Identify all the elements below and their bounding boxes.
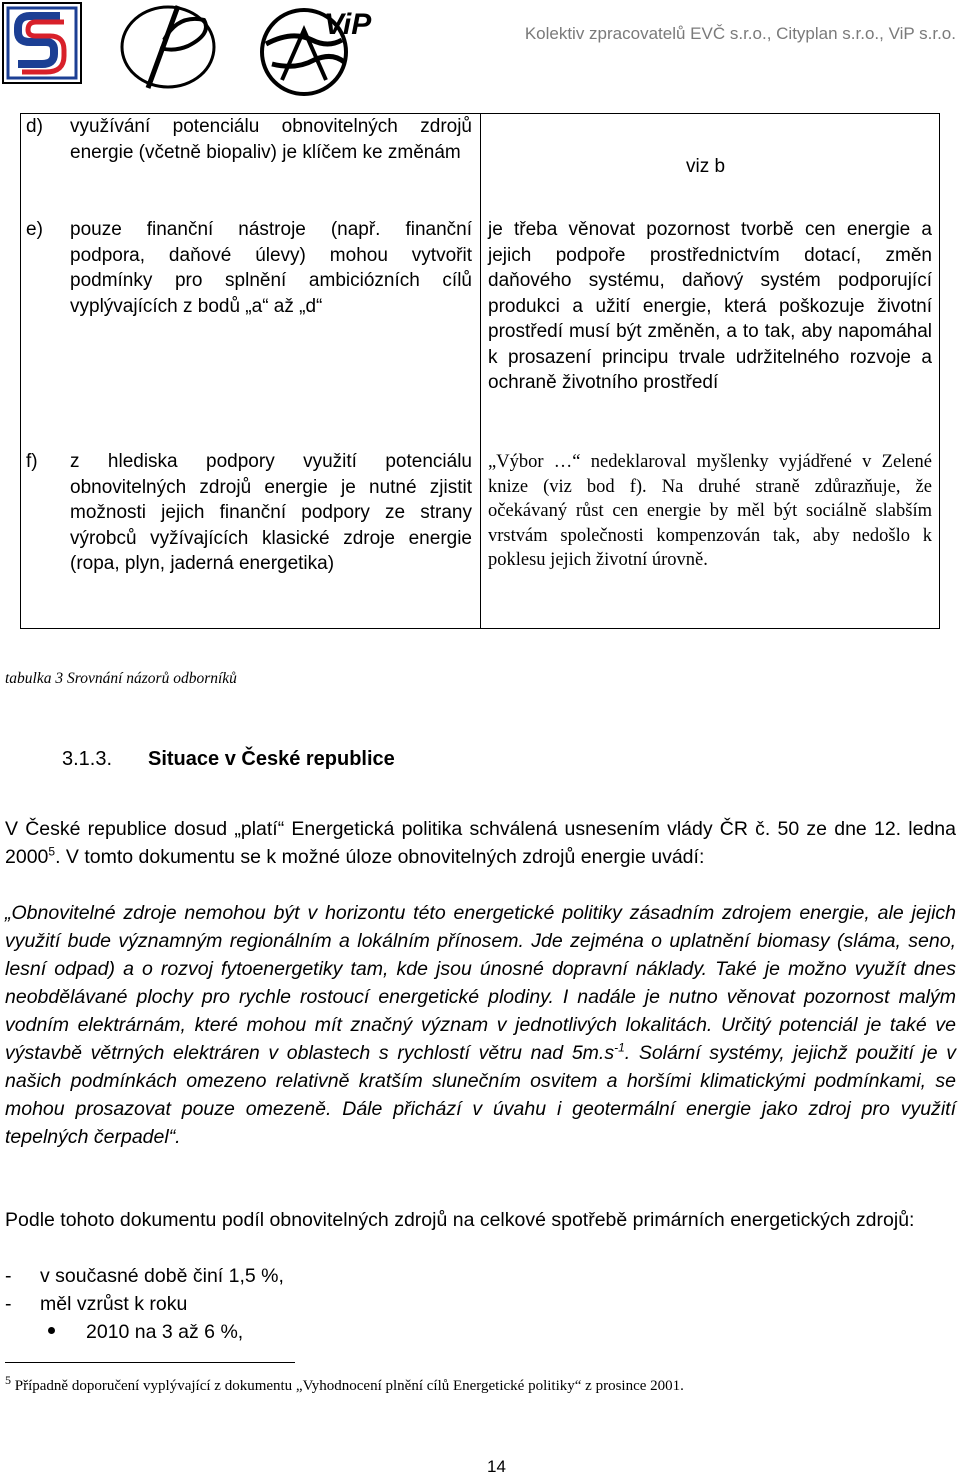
table-row-e-left — [26, 217, 472, 319]
row-d-text: využívání potenciálu obnovitelných zdrojů energie (včetně biopaliv) je klíčem ke změnám — [70, 116, 472, 163]
list-item-text: měl vzrůst k roku — [40, 1293, 188, 1315]
list-marker: - — [5, 1293, 12, 1315]
table-caption: tabulka 3 Srovnání názorů odborníků — [5, 670, 237, 687]
header-credit: Kolektiv zpracovatelů EVČ s.r.o., Cityplan s.r.o., ViP s.r.o. — [524, 24, 956, 43]
table-row-f-right: „Výbor …“ nedeklaroval myšlenky vyjádřené v Zelené knize (viz bod f). Na druhé straně zdůrazňuje, že očekávaný růst cen energie by měl být sociálně slabším vrstvám společnosti kompenzován tak, aby nedošlo k poklesu jejich životní úrovně. — [488, 452, 932, 570]
bullet-icon — [48, 1327, 55, 1334]
table-row-e-right: je třeba věnovat pozornost tvorbě cen energie a jejich podpoře prostřednictvím dotací, změn daňového systému, daňový systém podporující produkci a užití energie, která poškozuje životní prostředí musí být změněn, a to tak, aby napomáhal k prosazení principu trvale udržitelného rozvoje a ochraně životního prostředí — [488, 219, 932, 393]
row-label-d: d) — [26, 116, 43, 137]
section-title: Situace v České republice — [148, 748, 395, 770]
cityplan-logo-icon — [108, 0, 228, 94]
footnote-text: Případně doporučení vyplývající z dokumentu „Vyhodnocení plnění cílů Energetické politiky“ z prosince 2001. — [14, 1378, 684, 1394]
vip-logo-icon — [252, 0, 380, 96]
table-column-divider — [480, 113, 481, 629]
row-label-f: f) — [26, 451, 38, 472]
footnote — [5, 1373, 684, 1395]
bullet-item: 2010 na 3 až 6 %, — [86, 1321, 244, 1343]
quote-paragraph — [5, 899, 956, 1151]
intro-paragraph — [5, 815, 956, 871]
list-item — [5, 1290, 605, 1318]
footnote-number: 5 — [5, 1373, 11, 1387]
quote-superscript: -1 — [614, 1040, 625, 1055]
row-f-text: z hlediska podpory využití potenciálu obnovitelných zdrojů energie je nutné zjistit možnosti jejich finanční podpory ze strany výrobců vyžívajících klasické zdroje energie (ropa, plyn, jaderná energetika) — [70, 451, 472, 574]
table-row-f-left — [26, 449, 472, 577]
list-marker: - — [5, 1265, 12, 1287]
row-e-text: pouze finanční nástroje (např. finanční podpora, daňové úlevy) mohou vytvořit podmínky pro splnění ambiciózních cílů vyplývajících z bodů „a“ až „d“ — [70, 219, 472, 317]
table-row-d-left — [26, 114, 472, 165]
quote-text-a: „Obnovitelné zdroje nemohou být v horizontu této energetické politiky zásadním zdrojem energie, ale jejich využití bude významným regionálním a lokálním přínosem. Jde zejména o uplatnění biomasy (sláma, seno, lesní odpad) a o rozvoj fytoenergetiky tam, kde jsou únosné dopravní náklady. Také je možno využít dnes neobdělávané plochy pro rychle rostoucí energetické plodiny. I nadále je nutno věnovat pozornost malým vodním elektrárnám, které mohou mít značný význam v jednotlivých lokalitách. Určitý potenciál je také ve výstavbě větrných elektráren v oblastech s rychlostí větru nad 5m.s — [5, 902, 956, 1064]
list-item — [5, 1262, 605, 1290]
quote-text-b: . Solární systémy, jejichž použití je v našich podmínkách omezeno relativně kratším slunečním osvitem a horšími klimatickými podmínkami, se mohou prosazovat pouze omezeně. Dále přichází v úvahu i geotermální energie jako zdroj pro využití tepelných čerpadel“. — [5, 1042, 956, 1148]
footnote-separator — [5, 1362, 295, 1363]
footnote-ref: 5 — [48, 844, 56, 859]
vip-logo-text: ViP — [324, 8, 372, 41]
evc-logo-icon — [2, 2, 82, 84]
intro-text-a: V České republice dosud „platí“ Energetická politika schválená usnesením vlády ČR č. 50 ze dne 12. ledna 2000 — [5, 818, 956, 868]
list-item-text: v současné době činí 1,5 %, — [40, 1265, 284, 1287]
share-paragraph: Podle tohoto dokumentu podíl obnovitelných zdrojů na celkové spotřebě primárních energetických zdrojů: — [5, 1209, 915, 1231]
intro-text-b: . V tomto dokumentu se k možné úloze obnovitelných zdrojů energie uvádí: — [55, 846, 705, 868]
row-label-e: e) — [26, 219, 43, 240]
page-number: 14 — [487, 1457, 506, 1476]
section-number: 3.1.3. — [62, 748, 113, 770]
table-row-d-right: viz b — [686, 156, 726, 177]
